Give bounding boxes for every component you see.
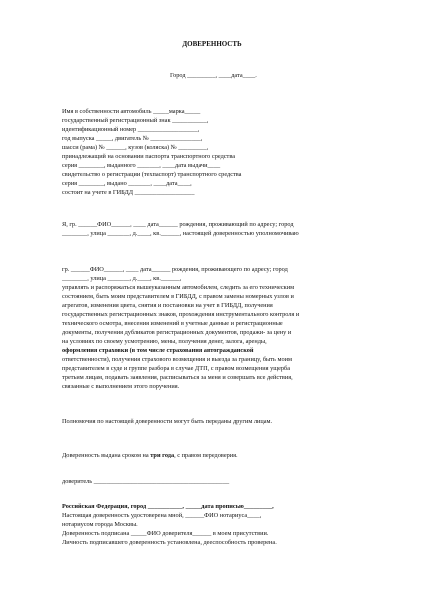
- term-bold: три года: [150, 452, 175, 459]
- powers-line-3: агрегатов, изменения цвета, снятия и постановки на учет в ГИБДД, получения: [62, 302, 273, 309]
- powers-line-5: технического осмотра, внесения изменений в учетные данные и регистрационные: [62, 320, 283, 327]
- powers-line-1: управлять и распоряжаться вышеуказанным автомобилем, следить за его техническим: [62, 284, 295, 291]
- vehicle-line-5: шасси (рама) № ______, кузов (коляска) № _________,: [62, 144, 209, 151]
- vehicle-line-3: идентификационный номер ___________________,: [62, 126, 200, 133]
- principal-signature-line: доверитель ___________________________________________: [62, 478, 230, 485]
- principal-line-1: Я, гр. ______ФИО______, ____ дата______ рождения, проживающий по адресу; город: [62, 221, 294, 228]
- vehicle-line-10: состоит на учете в ГИБДД ___________________: [62, 189, 195, 196]
- agent-line-2: ________, улица _______, д.____, кв.______,: [62, 275, 182, 282]
- powers-line-7: на условиях по своему усмотрению, мены, получения денег, залога, аренды,: [62, 338, 267, 345]
- powers-line-10: представителем в суде и группе разбора в случае ДТП, с правом возмещения ущерба: [62, 365, 291, 372]
- city-date-line: Город _________, ____дата____.: [170, 72, 257, 79]
- notary-line-2: Настоящая доверенность удостоверена мной, ______ФИО нотариуса____,: [62, 512, 262, 519]
- powers-line-12: связанные с выполнением этого поручения.: [62, 383, 180, 390]
- transfer-note: Полномочия по настоящей доверенности могут быть переданы другим лицам.: [62, 418, 273, 425]
- powers-line-6: документы, получения дубликатов регистрационных документов, продажи- за цену и: [62, 329, 292, 336]
- notary-line-5: Личность подписавшего доверенность установлена, дееспособность проверена.: [62, 539, 277, 546]
- notary-line-3: нотариусом города Москвы.: [62, 521, 138, 528]
- powers-line-8: оформления страховки (в том числе страхования автогражданской: [62, 347, 254, 354]
- vehicle-line-2: государственный регистрационный знак ___________,: [62, 117, 209, 124]
- vehicle-line-7: серия ________, выданного _______, ____дата выдачи____: [62, 162, 221, 169]
- vehicle-line-4: год выпуска _____, двигатель № ________________,: [62, 135, 203, 142]
- notary-line-1: Российская Федерация, город ___________, _____дата прописью_________,: [62, 503, 274, 510]
- agent-line-1: гр. ______ФИО______, ____ дата______ рождения, проживающего по адресу; город: [62, 266, 288, 273]
- powers-line-11: третьим лицам, подавать заявления, расписываться за меня и совершать все действия,: [62, 374, 293, 381]
- term-line: [62, 452, 238, 460]
- document-title: ДОВЕРЕННОСТЬ: [182, 40, 242, 48]
- vehicle-line-6: принадлежащий на основании паспорта транспортного средства: [62, 153, 235, 160]
- vehicle-line-1: Имя в собственности автомобиль _____марка_____: [62, 108, 201, 115]
- notary-line-4: Доверенность подписана _____ФИО доверителя______ в моем присутствии.: [62, 530, 269, 537]
- vehicle-line-9: серия ________, выдано _______, ____дата____,: [62, 180, 192, 187]
- powers-line-4: государственных регистрационных знаков, прохождения инструментального контроля и: [62, 311, 300, 318]
- principal-line-2: ________, улица _______, д.____, кв.______, настоящей доверенностью уполномочиваю: [62, 230, 299, 237]
- powers-line-2: состоянием, быть моим представителем в ГИБДД, с правом замены номерных узлов и: [62, 293, 294, 300]
- term-prefix: Доверенность выдана сроком на: [62, 452, 151, 459]
- vehicle-line-8: свидетельство о регистрации (техпаспорт) транспортного средства: [62, 171, 242, 178]
- term-suffix: , с правом передоверия.: [174, 452, 238, 459]
- powers-line-9: ответственности), получения страхового возмещения и выезда за границу, быть моим: [62, 356, 292, 363]
